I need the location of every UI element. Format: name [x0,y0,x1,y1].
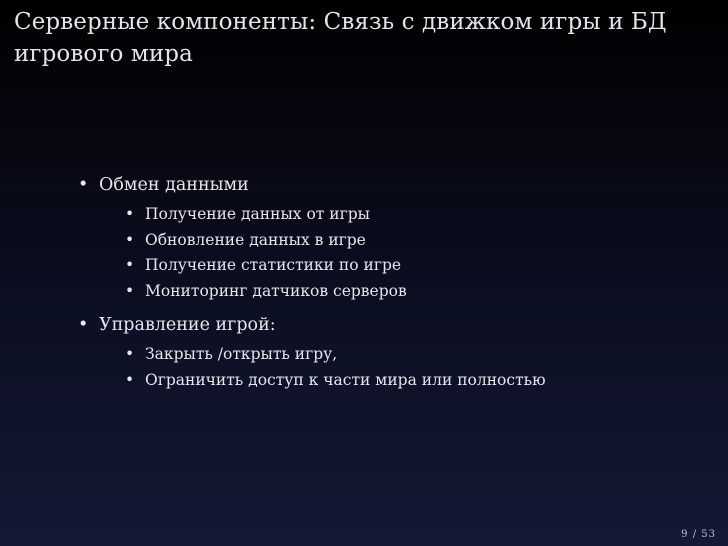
slide-title: Серверные компоненты: Связь с движком игры и БД игрового мира [14,9,667,67]
sub-bullet-item [99,253,690,279]
sub-bullet-item [99,202,690,228]
slide-content [70,172,690,401]
bullet-icon: • [125,256,135,274]
sub-bullet-item [99,279,690,305]
sub-bullet-item [99,368,690,394]
bullet-text: Обмен данными [99,175,249,195]
bullet-item-game-control [70,312,690,393]
sub-bullet-item [99,342,690,368]
bullet-list [70,172,690,393]
sub-bullet-list [99,342,690,393]
sub-bullet-list [99,202,690,304]
bullet-icon: • [125,370,135,389]
sub-bullet-text: Обновление данных в игре [145,230,366,249]
bullet-text: Управление игрой: [99,315,276,335]
bullet-icon: • [125,230,135,249]
bullet-icon: • [78,175,89,195]
sub-bullet-text: Получение статистики по игре [145,256,402,274]
sub-bullet-text: Ограничить доступ к части мира или полностью [145,370,546,389]
bullet-icon: • [125,205,135,223]
sub-bullet-text: Закрыть /открыть игру, [145,345,338,363]
sub-bullet-text: Мониторинг датчиков серверов [145,281,407,300]
bullet-item-data-exchange [70,172,690,304]
bullet-icon: • [78,315,89,335]
sub-bullet-text: Получение данных от игры [145,205,370,223]
page-number: 9 / 53 [681,529,716,540]
sub-bullet-item [99,228,690,254]
bullet-icon: • [125,345,135,363]
bullet-icon: • [125,281,135,300]
